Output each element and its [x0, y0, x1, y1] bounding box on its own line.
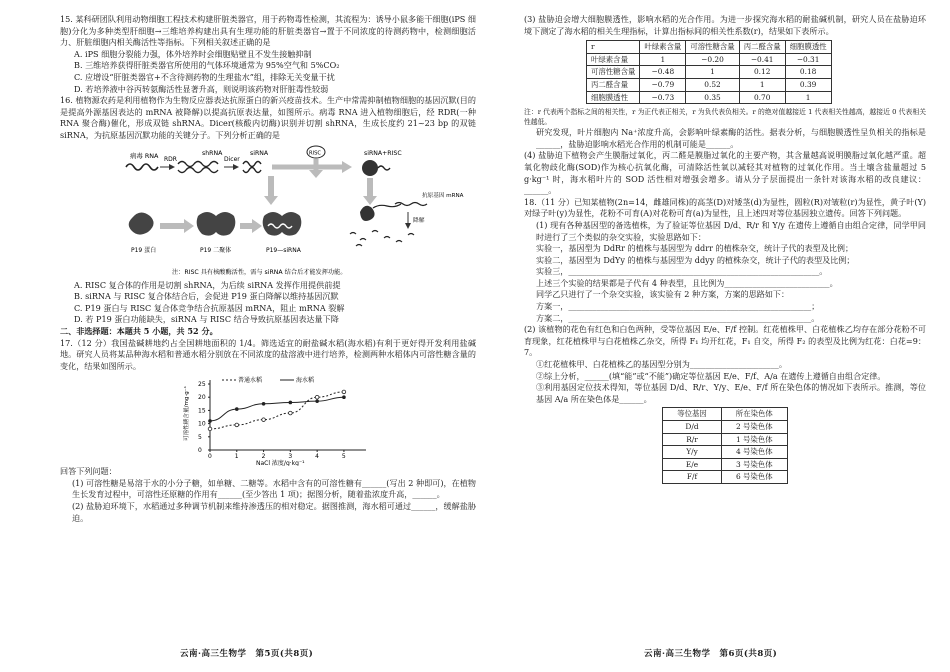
right-footer: 云南·高三生物学 第6页(共8页): [644, 649, 778, 659]
q17-stem: 17.（12 分）我国盐碱耕地约占全国耕地面积的 1/4。筛选适宜的耐盐碱水稻(海水稻)有利于更好得开发利用盐碱地。研究人员将某品种海水稻和普通水稻分别放在不同浓度的盐溶液中进行培养，检测两种水稻体内可溶性糖含量的变化，结果如图所示。: [60, 337, 476, 371]
y-tick-label: 0: [198, 447, 202, 455]
table-header-row: [663, 408, 788, 421]
label-virus-rna: 病毒 RNA: [130, 151, 159, 160]
q17-sub1: (1) 可溶性糖是易溶于水的小分子糖，如单糖、二糖等。水稻中含有的可溶性糖有______(写出 2 种即可)，在植物生长发育过程中，可溶性还原糖的作用有______(至少答出 1 项)；据图分析，随着盐浓度升高，______。: [72, 477, 476, 500]
label-target-mrna: 抗原基因 mRNA: [422, 192, 464, 199]
q18-sub2: (2) 该植物的花色有红色和白色两种，受等位基因 E/e、F/f 控制。红花植株甲、白花植株乙均存在部分花粉不可育现象，红花植株甲与白花植株乙杂交，所得 F₁ 均开红花，F₁ 自交，所得 F₂ 的表型及比例为红花：白花=9：7。: [524, 324, 926, 358]
q18-alt: 同学乙只进行了一个杂交实验，该实验有 2 种方案，方案的思路如下：: [536, 289, 790, 300]
table-cell: R/r: [663, 433, 722, 446]
q18-stem: 18.（11 分）已知某植物(2n=14，雌雄同株)的高茎(D)对矮茎(d)为显性，圆粒(R)对皱粒(r)为显性，黄子叶(Y)对绿子叶(y)为显性，花粉不可育(A)对花粉可育(a)为显性，且上述四对等位基因独立遗传。回答下列问题。: [524, 196, 926, 219]
label-sirna-risc: siRNA+RISC: [364, 149, 402, 157]
y-tick-label: 25: [198, 381, 206, 389]
data-point: [315, 396, 319, 400]
shrna-strand-a: [178, 161, 218, 166]
legend-label: 海水稻: [296, 377, 315, 385]
table-cell: −0.31: [785, 53, 831, 66]
table-row: [663, 458, 788, 471]
p19-arrow-head: [184, 219, 194, 233]
q17-3-follow: 研究发现，叶片细胞内 Na⁺浓度升高，会影响叶绿素酶的活性。据表分析，与细胞膜透性呈负相关的指标是______，盐胁迫影响水稻光合作用的机制可能是______。: [536, 127, 926, 149]
sugar-content-chart: [60, 372, 476, 466]
table-row: [587, 66, 832, 79]
data-point: [289, 401, 293, 405]
table-row: [587, 53, 832, 66]
x-tick-label: 5: [341, 453, 346, 461]
table-cell: −0.73: [640, 91, 686, 104]
data-point: [342, 390, 346, 394]
sirna-pathway-diagram: [60, 142, 476, 280]
q16-option-c: C. P19 蛋白与 RISC 复合体竞争结合抗原基因 mRNA，阻止 mRNA 裂解: [74, 302, 345, 313]
table-cell: 6 号染色体: [721, 471, 787, 484]
figure-note: 注：RISC 具有核酸酶活性，需与 siRNA 结合后才能发挥功能。: [172, 268, 347, 276]
q15-option-a: A. iPS 细胞分裂能力强，体外培养时会细胞贴壁且不发生接触抑制: [74, 48, 312, 59]
table-row: [663, 433, 788, 446]
table-cell: E/e: [663, 458, 722, 471]
table-cell: 0.35: [686, 91, 739, 104]
table-header: 可溶性糖含量: [686, 41, 739, 54]
table-cell: 叶绿素含量: [587, 53, 640, 66]
q18-exp2: 实验二，基因型为 DdYy 的植株与基因型为 ddyy 的植株杂交，统计子代的表型及比例；: [536, 254, 855, 265]
table-cell: 丙二醛含量: [587, 78, 640, 91]
label-shrna: shRNA: [202, 149, 223, 157]
table-header: 细胞膜透性: [785, 41, 831, 54]
series-line-1: [210, 397, 344, 421]
table-cell: 0.52: [686, 78, 739, 91]
y-tick-label: 20: [198, 394, 206, 402]
table-header: 等位基因: [663, 408, 722, 421]
p19-protein: [129, 212, 154, 234]
data-point: [208, 427, 212, 431]
complex-sirna: [378, 166, 390, 170]
q16-option-b: B. siRNA 与 RISC 复合体结合后，会促进 P19 蛋白降解以维持基因沉默: [74, 291, 339, 302]
q16-figure: [60, 142, 476, 280]
table-cell: −0.41: [739, 53, 785, 66]
legend-label: 普通水稻: [238, 377, 263, 385]
q16-option-d: D. 若 P19 蛋白功能缺失，siRNA 与 RISC 结合导致抗原基因表达量下降: [74, 314, 339, 325]
q18-exp1: 实验一，基因型为 DdRr 的植株与基因型为 ddrr 的植株杂交，统计子代的表型及比例；: [536, 243, 854, 254]
risc-complex: [362, 160, 378, 176]
table-cell: 0.18: [785, 66, 831, 79]
table-row: [663, 421, 788, 434]
table-cell: 1: [785, 91, 831, 104]
y-tick-label: 15: [198, 407, 206, 415]
q18-result: 上述三个实验的结果都是子代有 4 种表型，且比例为__________________________。: [536, 277, 838, 288]
table-cell: −0.79: [640, 78, 686, 91]
q18-s2a: ①红花植株甲、白花植株乙的基因型分别为______________________。: [536, 359, 787, 370]
table-cell: 可溶性糖含量: [587, 66, 640, 79]
table-header-row: [587, 41, 832, 54]
table-cell: 1: [739, 78, 785, 91]
label-risc: RISC: [309, 150, 322, 157]
data-point: [315, 400, 319, 404]
table-cell: −0.20: [686, 53, 739, 66]
data-point: [262, 402, 266, 406]
sirna-strand-b: [243, 167, 261, 172]
table-row: [587, 78, 832, 91]
table-row: [663, 471, 788, 484]
y-tick-label: 5: [198, 434, 202, 442]
data-point: [235, 423, 239, 427]
table-note: 注：r 代表两个指标之间的相关性，r 为正代表正相关，r 为负代表负相关。r 的绝对值越接近 1 代表相关性越高，越接近 0 代表相关性越低。: [524, 108, 926, 127]
q15-option-d: D. 若培养液中谷丙转氨酶活性显著升高，则说明该药物对肝脏毒性较弱: [74, 83, 329, 94]
table-header: 叶绿素含量: [640, 41, 686, 54]
big-arrow-head: [342, 161, 352, 173]
q18-s2b: ②综上分析，______(填“能”或“不能”)确定等位基因 E/e、F/f、A/a 在遗传上遵循自由组合定律。: [536, 370, 886, 381]
table-cell: 0.39: [785, 78, 831, 91]
down-arrow-1-head: [264, 196, 278, 205]
table-cell: 1 号染色体: [721, 433, 787, 446]
q18-exp3: 实验三，______________________________________________________________。: [536, 266, 828, 277]
label-rdr: RDR: [164, 155, 177, 163]
data-point: [262, 418, 266, 422]
right-page: [524, 14, 926, 484]
q15-option-c: C. 应增设“肝脏类器官+不含待测药物的生理盐水”组，排除无关变量干扰: [74, 71, 335, 82]
label-p19: P19 蛋白: [131, 246, 157, 254]
q16-stem: 16. 植物源农药是利用植物作为生物反应器表达抗原蛋白的新兴疫苗技术。生产中常需抑制植物细胞的基因沉默(目的是提高外源基因表达的 mRNA 被降解)以提高抗原表达量，如图所示。病毒 RNA 进入植物细胞后，经 RDR(一种 RNA 聚合酶)催化，形成双链 shRNA。Dicer(核酸内切酶)识别并切割 shRNA，生成长度约 21~23 bp 的双链 siRNA，为抗原基因沉默功能的关键分子。下列分析正确的是: [60, 95, 476, 140]
table-cell: 细胞膜透性: [587, 91, 640, 104]
q17-chart: [60, 372, 476, 466]
q17-3-text: (3) 盐胁迫会增大细胞膜透性，影响水稻的光合作用。为进一步探究海水稻的耐盐碱机制，研究人员在盐胁迫环境下测定了海水稻的相关生理指标，计算出指标间的相关性系数(r)，结果如下表所示。: [524, 14, 926, 36]
table-cell: 1: [686, 66, 739, 79]
x-axis-label: NaCl 浓度/g·kg⁻¹: [256, 460, 305, 467]
table-cell: −0.48: [640, 66, 686, 79]
x-tick-label: 0: [208, 453, 212, 461]
q18-sub1: (1) 现有各种基因型的备选植株，为了验证等位基因 D/d、R/r 和 Y/y 在遗传上遵循自由组合定律，同学甲同时进行了三个类似的杂交实验，实验思路如下：: [536, 219, 926, 242]
correlation-table: [586, 40, 832, 104]
q17-4: (4) 盐胁迫下植物会产生膜脂过氧化，丙二醛是膜脂过氧化的主要产物，其含量越高说明膜脂过氧化越严重。超氧化物歧化酶(SOD)作为核心抗氧化酶，可清除活性氧以减轻其对植物的过氧化作用。当土壤含盐量超过 5 g·kg⁻¹ 时，海水稻叶片的 SOD 活性相对增强会增多。请从分子层面提出一条针对该海水稻的改良建议：______。: [524, 150, 926, 196]
table-cell: 4 号染色体: [721, 446, 787, 459]
q18-s2c: ③利用基因定位技术得知，等位基因 D/d、R/r、Y/y、E/e、F/f 所在染色体的情况如下表所示。推测，等位基因 A/a 所在染色体是______。: [536, 382, 926, 404]
data-point: [208, 419, 212, 423]
table-row: [587, 91, 832, 104]
q15-option-b: B. 三维培养获得肝脏类器官所使用的气体环境通常为 95%空气和 5%CO₂: [74, 60, 340, 71]
table-header: 所在染色体: [721, 408, 787, 421]
down-arrow-2-head: [363, 196, 377, 205]
table-cell: Y/y: [663, 446, 722, 459]
data-point: [342, 396, 346, 400]
table-header: 丙二醛含量: [739, 41, 785, 54]
table-cell: 0.12: [739, 66, 785, 79]
section-2-heading: 二、非选择题：本题共 5 小题，共 52 分。: [60, 325, 218, 336]
table-cell: 1: [640, 53, 686, 66]
data-point: [289, 412, 293, 416]
x-tick-label: 1: [234, 453, 239, 461]
table-row: [663, 446, 788, 459]
label-p19-dimer: P19 二聚体: [200, 246, 232, 254]
shrna-strand-b: [178, 167, 218, 172]
left-footer: 云南·高三生物学 第5页(共8页): [180, 649, 314, 659]
q16-option-a: A. RISC 复合体的作用是切割 shRNA，为后续 siRNA 发挥作用提供前提: [74, 279, 341, 290]
label-p19-sirna: P19—siRNA: [266, 246, 301, 254]
virus-rna-strand: [126, 164, 158, 170]
sirna-strand-a: [243, 161, 261, 166]
q15-stem: 15. 某科研团队利用动物细胞工程技术构建肝脏类器官，用于药物毒性检测，其流程为：诱导小鼠多能干细胞(iPS 细胞)分化为多种类型肝细胞→三维培养构建出具有生理功能的肝脏类器官→置于不同浓度的待测药物中，检测细胞活力、肝脏细胞内相关酶活性等指标。下列相关叙述正确的是: [60, 14, 476, 48]
x-tick-label: 4: [315, 453, 319, 461]
x-tick-label: 2: [261, 453, 266, 461]
degraded-fragments: [350, 230, 414, 246]
p19-dimer: [197, 212, 236, 236]
dimer-arrow-head: [252, 219, 262, 233]
data-point: [235, 408, 239, 412]
left-page: [60, 14, 476, 524]
table-cell: F/f: [663, 471, 722, 484]
table-cell: D/d: [663, 421, 722, 434]
cleaved-mrna: [373, 204, 401, 208]
q17-answer-intro: 回答下列问题：: [60, 466, 117, 477]
y-axis-label: 可溶性糖含量/mg·g⁻¹: [184, 386, 190, 442]
y-tick-label: 10: [198, 420, 206, 428]
x-tick-label: 3: [288, 453, 293, 461]
label-degrade: 降解: [413, 217, 425, 224]
label-sirna: siRNA: [250, 149, 269, 157]
gene-location-table: [662, 407, 788, 484]
q18-plan2: 方案二，____________________________________________________________。: [536, 312, 820, 323]
table-cell: 3 号染色体: [721, 458, 787, 471]
q18-plan1: 方案一，____________________________________________________________；: [536, 301, 820, 312]
table-cell: 0.70: [739, 91, 785, 104]
risc-arrow-head: [309, 170, 323, 178]
table-header: r: [587, 41, 640, 54]
table-cell: 2 号染色体: [721, 421, 787, 434]
label-dicer: Dicer: [224, 155, 240, 163]
q17-sub2: (2) 盐胁迫环境下，水稻通过多种调节机制来维持渗透压的相对稳定。据图推测，海水稻可通过______，缓解盐胁迫。: [72, 501, 476, 523]
risc-bound-mrna: [360, 205, 375, 220]
